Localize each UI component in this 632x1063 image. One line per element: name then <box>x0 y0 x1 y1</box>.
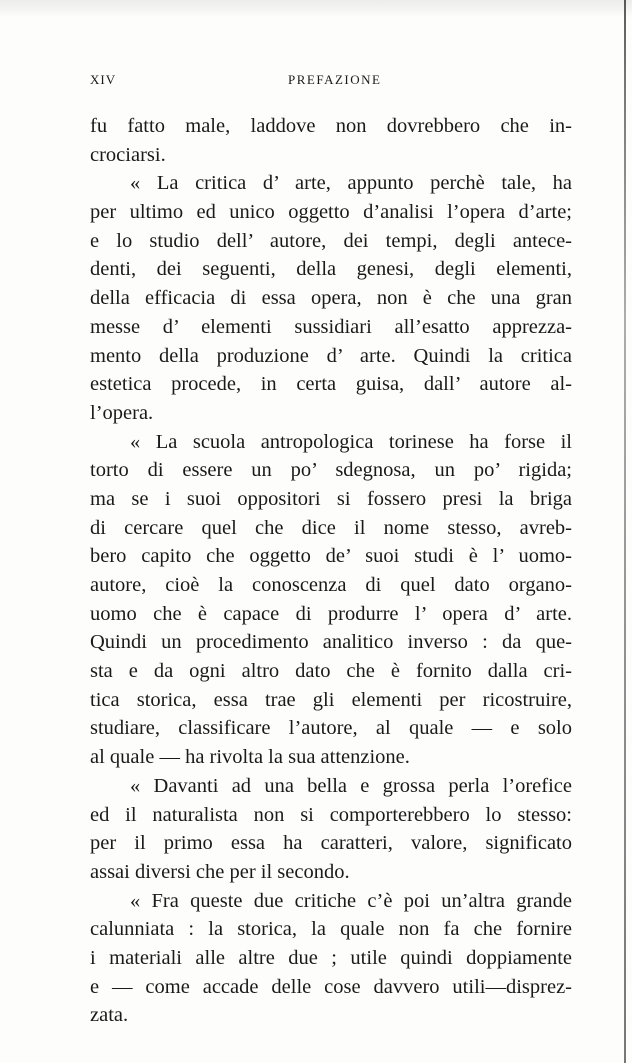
text-line: denti, dei seguenti, della genesi, degli elementi, <box>90 258 572 281</box>
page-number: XIV <box>90 72 117 87</box>
text-line: assai diversi che per il secondo. <box>90 860 350 883</box>
text-line: e — come accade delle cose davvero utili—disprez- <box>90 975 572 998</box>
text-line: e lo studio dell’ autore, dei tempi, degli antece- <box>90 229 572 252</box>
page-edge-line <box>624 0 626 1063</box>
running-title: PREFAZIONE <box>288 72 382 87</box>
text-line: ma se i suoi oppositori si fossero presi la briga <box>90 487 572 510</box>
text-line: l’opera. <box>90 401 154 424</box>
paragraph-start-line: « La critica d’ arte, appunto perchè tale, ha <box>130 172 572 195</box>
text-line: ed il naturalista non si comporterebbero lo stesso: <box>90 803 572 826</box>
text-line: Quindi un procedimento analitico inverso : da que- <box>90 631 572 654</box>
text-line: bero capito che oggetto de’ suoi studi è l’ uomo- <box>90 545 572 568</box>
text-line: di cercare quel che dice il nome stesso, avreb- <box>90 516 572 539</box>
paragraph-start-line: « Davanti ad una bella e grossa perla l’orefice <box>130 774 572 797</box>
text-line: per il primo essa ha caratteri, valore, significato <box>90 832 572 855</box>
text-line: torto di essere un po’ sdegnosa, un po’ rigida; <box>90 459 572 482</box>
text-line: della efficacia di essa opera, non è che una gran <box>90 287 572 310</box>
text-line: estetica procede, in certa guisa, dall’ autore al- <box>90 373 572 396</box>
paragraph-start-line: « La scuola antropologica torinese ha forse il <box>130 430 572 453</box>
text-line: per ultimo ed unico oggetto d’analisi l’opera d’arte; <box>90 201 572 224</box>
text-line: studiare, classificare l’autore, al quale — e solo <box>90 717 572 740</box>
paragraph-start-line: « Fra queste due critiche c’è poi un’altra grande <box>130 889 572 912</box>
text-line: messe d’ elementi sussidiari all’esatto apprezza- <box>90 315 572 338</box>
text-line: fu fatto male, laddove non dovrebbero che in- <box>90 115 572 137</box>
text-line: zata. <box>90 1004 129 1027</box>
text-line: sta e da ogni altro dato che è fornito dalla cri- <box>90 660 572 683</box>
text-line: autore, cioè la conoscenza di quel dato organo- <box>90 574 572 596</box>
page-top-shading <box>0 0 632 18</box>
text-line: al quale — ha rivolta la sua attenzione. <box>90 746 410 769</box>
text-line: calunniata : la storica, la quale non fa che fornire <box>90 918 572 941</box>
text-line: mento della produzione d’ arte. Quindi la critica <box>90 344 572 367</box>
text-line: tica storica, essa trae gli elementi per ricostruire, <box>90 688 572 711</box>
text-line: i materiali alle altre due ; utile quindi doppiamente <box>90 946 572 969</box>
page-header <box>90 72 570 94</box>
text-line: uomo che è capace di produrre l’ opera d’ arte. <box>90 602 572 625</box>
text-line: crociarsi. <box>90 143 166 166</box>
body-text <box>90 112 572 1030</box>
